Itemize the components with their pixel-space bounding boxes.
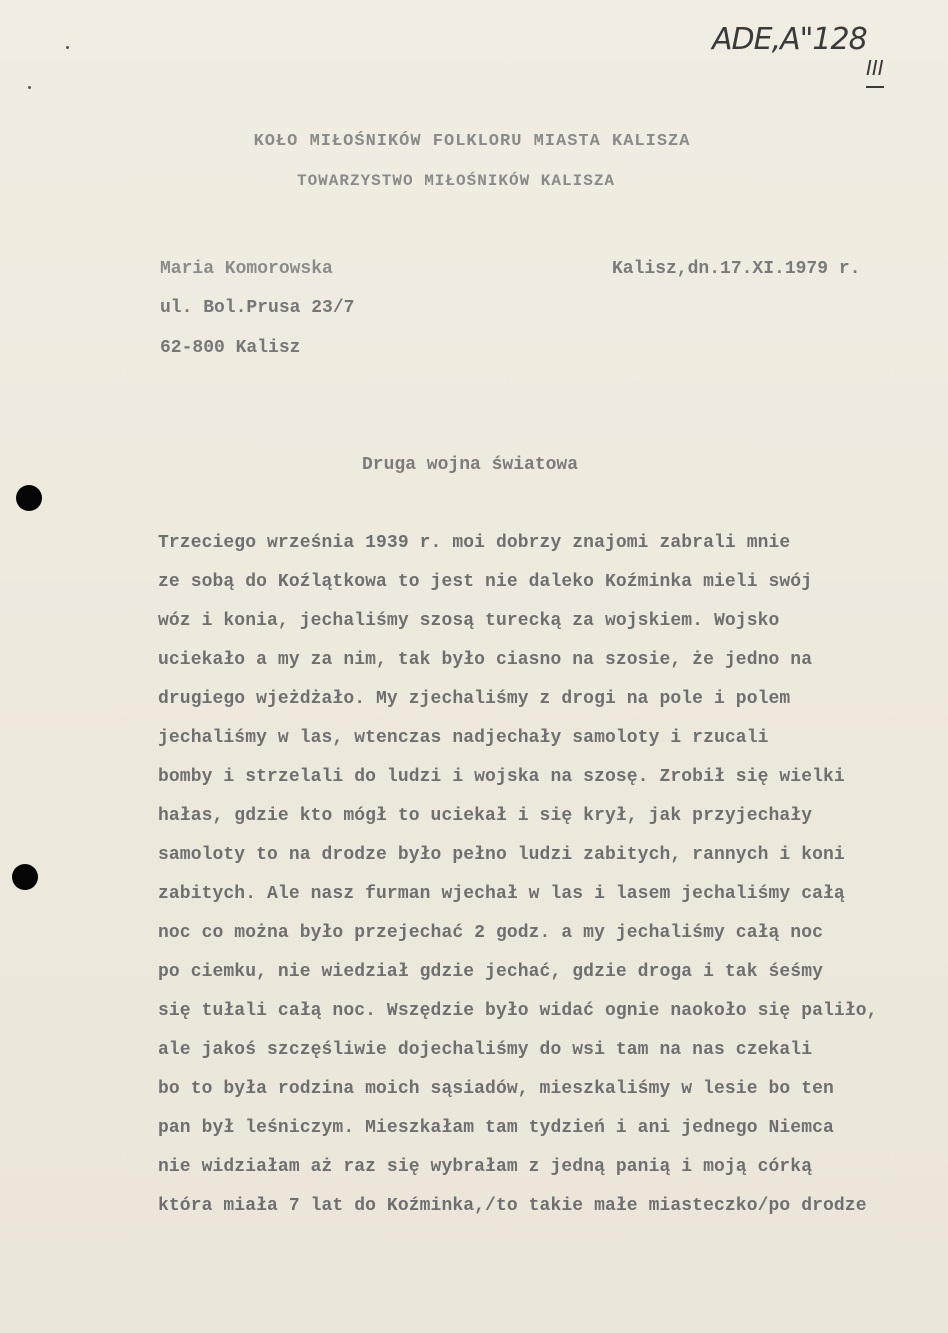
document-date: Kalisz,dn.17.XI.1979 r. [612,259,861,279]
archive-reference: ADE,A"128 [712,22,867,57]
sender-name: Maria Komorowska [160,259,333,279]
punch-hole [16,485,42,511]
body-line: bomby i strzelali do ludzi i wojska na szosę. Zrobił się wielki [158,767,845,787]
paper-speck [28,86,31,89]
body-line: ale jakoś szczęśliwie dojechaliśmy do wsi tam na nas czekali [158,1040,813,1060]
body-line: uciekało a my za nim, tak było ciasno na szosie, że jedno na [158,650,813,670]
body-line: samoloty to na drodze było pełno ludzi zabitych, rannych i koni [158,845,845,865]
body-line: zabitych. Ale nasz furman wjechał w las i lasem jechaliśmy całą [158,884,845,904]
organization-header-line-1: KOŁO MIŁOŚNIKÓW FOLKLORU MIASTA KALISZA [253,132,691,151]
sender-street: ul. Bol.Prusa 23/7 [160,298,355,318]
punch-hole [12,864,38,890]
body-line: pan był leśniczym. Mieszkałam tam tydzień i ani jednego Niemca [158,1118,834,1138]
body-line: ze sobą do Koźlątkowa to jest nie daleko Koźminka mieli swój [158,572,813,592]
sender-city: 62-800 Kalisz [160,338,301,358]
body-line: Trzeciego września 1939 r. moi dobrzy znajomi zabrali mnie [158,533,791,553]
archive-subreference: III [866,56,884,80]
body-line: się tułali całą noc. Wszędzie było widać ognie naokoło się paliło, [158,1001,878,1021]
document-title: Druga wojna światowa [362,455,579,475]
body-line: nie widziałam aż raz się wybrałam z jedną panią i moją córką [158,1157,813,1177]
organization-header-line-2: TOWARZYSTWO MIŁOŚNIKÓW KALISZA [296,172,616,190]
body-line: bo to była rodzina moich sąsiadów, mieszkaliśmy w lesie bo ten [158,1079,834,1099]
body-line: która miała 7 lat do Koźminka,/to takie małe miasteczko/po drodze [158,1196,867,1216]
body-line: jechaliśmy w las, wtenczas nadjechały samoloty i rzucali [158,728,769,748]
body-line: wóz i konia, jechaliśmy szosą turecką za wojskiem. Wojsko [158,611,780,631]
body-line: po ciemku, nie wiedział gdzie jechać, gdzie droga i tak śeśmy [158,962,824,982]
paper-speck [66,46,69,49]
body-line: noc co można było przejechać 2 godz. a my jechaliśmy całą noc [158,923,824,943]
body-line: drugiego wjeżdżało. My zjechaliśmy z drogi na pole i polem [158,689,791,709]
body-line: hałas, gdzie kto mógł to uciekał i się krył, jak przyjechały [158,806,813,826]
